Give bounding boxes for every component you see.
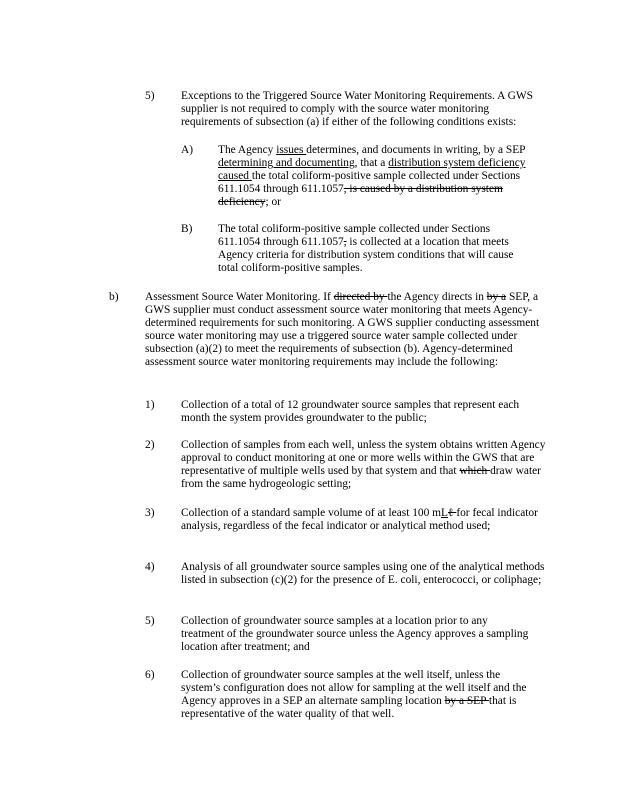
- section-b-text: [145, 291, 540, 369]
- item-b6-text-1: Collection of groundwater source samples at the well itself, unless the system’s configuration does not allow for sampling at the well itself and the Agency approves in a SEP an alternate sampling location: [181, 669, 527, 707]
- section-b-deleted-by-a: by a: [486, 291, 507, 303]
- item-b6-deleted-by-a-sep: by a SEP: [444, 695, 489, 707]
- item-b5-text: [181, 615, 529, 654]
- item-b2-text-1: Collection of samples from each well, unless the system obtains written Agency approval to conduct monitoring at one or more wells within the GWS that are representative of multiple wells used by that system and that: [181, 439, 546, 477]
- item-5a-inserted-determining: determining and documenting: [218, 157, 355, 169]
- item-b3-inserted-L: L: [441, 507, 448, 519]
- item-b2-number: 2): [145, 439, 155, 451]
- item-b4-number: 4): [145, 561, 155, 573]
- item-b4-paragraph: Analysis of all groundwater source samples using one of the analytical methods listed in subsection (c)(2) for the presence of E. coli, enterococci, or coliphage;: [181, 561, 545, 586]
- item-b1-text: [181, 399, 549, 425]
- item-5a-inserted-deficiency: distribution system deficiency caused: [218, 157, 526, 182]
- item-5a-text: [218, 144, 528, 209]
- item-b3-text: [181, 507, 541, 533]
- item-b1-paragraph: Collection of a total of 12 groundwater source samples that represent each month the system provides groundwater to the public;: [181, 399, 520, 424]
- item-b2-text: [181, 439, 551, 491]
- item-b4-text: [181, 561, 549, 587]
- item-b3-text-2: for fecal indicator analysis, regardless of the fecal indicator or analytical method used;: [181, 507, 538, 532]
- item-b5-paragraph: Collection of groundwater source samples at a location prior to any treatment of the groundwater source unless the Agency approves a sampling location after treatment; and: [181, 615, 529, 653]
- item-5a-text-5: ; or: [265, 196, 281, 208]
- item-5a-text-3: , that a: [354, 157, 389, 169]
- item-5a-inserted-issues: issues: [276, 144, 307, 156]
- item-5-text: [181, 90, 549, 129]
- section-b-number: b): [109, 291, 119, 303]
- section-b-text-1: Assessment Source Water Monitoring. If: [145, 291, 334, 303]
- item-5b-text: [218, 223, 528, 275]
- item-b2-deleted-which: which: [459, 465, 491, 477]
- item-5b-deleted-comma: ,: [343, 236, 347, 248]
- item-5a-deleted-clause: , is caused by a distribution system deficiency: [218, 183, 503, 208]
- item-5b-number: B): [181, 223, 193, 235]
- item-b6-number: 6): [145, 669, 155, 681]
- item-b1-number: 1): [145, 399, 155, 411]
- item-5a-number: A): [181, 144, 194, 156]
- section-b-text-2: the Agency directs in: [387, 291, 487, 303]
- item-5a-text-2: determines, and documents in writing, by a SEP: [306, 144, 526, 156]
- section-b-deleted-directed: directed by: [333, 291, 388, 303]
- item-5a-text-1: The Agency: [218, 144, 277, 156]
- item-5b-text-1: The total coliform-positive sample collected under Sections 611.1054 through 611.1057: [218, 223, 491, 248]
- item-b3-number: 3): [145, 507, 155, 519]
- section-b-text-3: SEP, a GWS supplier must conduct assessment source water monitoring that meets Agency-determined requirements for such monitoring. A GWS supplier conducting assessment source water monitoring may use a triggered source water sample collected under subsection (a)(2) to meet the requirements of subsection (b). Agency-determined assessment source water monitoring requirements may include the following:: [145, 291, 540, 368]
- item-b6-text: [181, 669, 541, 721]
- item-b3-text-1: Collection of a standard sample volume of at least 100 m: [181, 507, 442, 519]
- item-5-paragraph: Exceptions to the Triggered Source Water Monitoring Requirements. A GWS supplier is not required to comply with the source water monitoring requirements of subsection (a) if either of the following conditions exists:: [181, 90, 533, 128]
- item-b3-deleted-liter: ℓ: [448, 507, 457, 519]
- item-5b-text-2: is collected at a location that meets Agency criteria for distribution system conditions that will cause total coliform-positive samples.: [218, 236, 514, 274]
- item-b5-number: 5): [145, 615, 155, 627]
- item-5a-text-4: the total coliform-positive sample collected under Sections 611.1054 through 611.1057: [218, 170, 521, 195]
- item-b6-text-2: that is representative of the water quality of that well.: [181, 695, 517, 720]
- item-b2-text-2: draw water from the same hydrogeologic setting;: [181, 465, 541, 490]
- item-5-number: 5): [145, 90, 155, 102]
